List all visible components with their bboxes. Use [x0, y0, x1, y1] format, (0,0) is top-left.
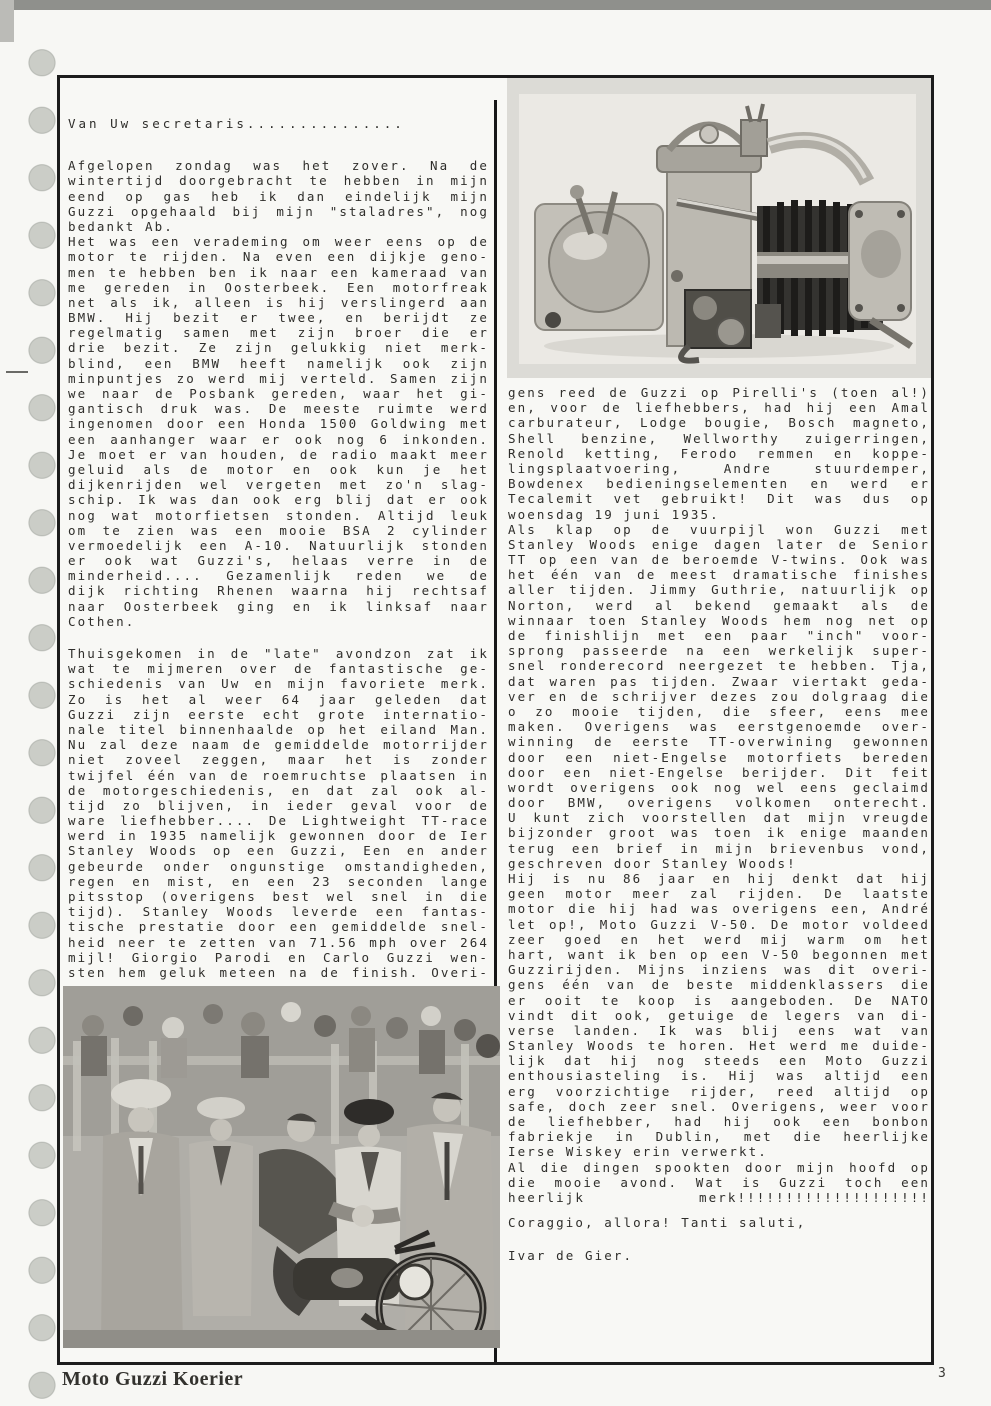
text-line: geen motor meer zal rijden. De laatste	[508, 886, 930, 902]
text-line: schip. Ik was dan ook erg blij dat er ook	[68, 492, 489, 508]
text-line: heid neer te zetten van 71.56 mph over 264	[68, 934, 489, 950]
text-line: lijk dat hij nog steeds een Moto Guzzi	[508, 1053, 930, 1069]
text-line: drie bezit. Ze zijn gelukkig niet merk-	[68, 340, 489, 356]
left-column	[68, 116, 489, 980]
text-line: nale titel binnenhaalde op het eiland Man.	[68, 721, 489, 737]
text-line: Tecalemit vet gebruikt! Dit was dus op	[508, 491, 930, 507]
text-line: Guzzi zijn eerste echt grote internatio-	[68, 706, 489, 722]
text-line: regen en mist, en een 23 seconden lange	[68, 873, 489, 889]
text-line: dijk richting Rhenen waarna hij rechtsaf	[68, 583, 489, 599]
text-line: men te hebben ben ik naar een kameraad van	[68, 264, 489, 280]
text-line: tijd). Stanley Woods leverde een fantas-	[68, 904, 489, 920]
text-line: wintertijd doorgebracht te hebben in mijn	[68, 173, 489, 189]
scan-edge-left	[0, 0, 14, 42]
text-line: Guzzi opgehaald bij mijn "staladres", nog	[68, 203, 489, 219]
text-line: ware liefhebber.... De Lightweight TT-race	[68, 813, 489, 829]
text-line: niet zoveel zeggen, maar het is zonder	[68, 752, 489, 768]
text-line: er ooit te koop is aangeboden. De NATO	[508, 992, 930, 1008]
text-line: naar Oosterbeek ging en ik linksaf naar	[68, 598, 489, 614]
text-line: minderheid.... Gezamenlijk reden we de	[68, 568, 489, 584]
text-line: terug een brief in mijn brievenbus vond,	[508, 840, 930, 856]
text-line: Als klap op de vuurpijl won Guzzi met	[508, 521, 930, 537]
text-line: om te zien was een mooie BSA 2 cylinder	[68, 522, 489, 538]
text-line: nog wat motorfietsen stonden. Altijd leuk	[68, 507, 489, 523]
text-line: verse landen. Ik was blij eens wat van	[508, 1022, 930, 1038]
text-line: snel ronderecord neergezet te hebben. Tja,	[508, 658, 930, 674]
text-line: een aanhanger waar er ook nog 6 inkonden.	[68, 431, 489, 447]
text-line: BMW. Hij bezit er twee, en berijdt ze	[68, 310, 489, 326]
text-line: het één van de meest dramatische finishes	[508, 567, 930, 583]
text-line: U kunt zich voorstellen dat mijn vreugde	[508, 810, 930, 826]
engine-photo-background	[507, 78, 931, 378]
text-line: tische prestatie door een gemiddelde snel-	[68, 919, 489, 935]
group-photo	[63, 986, 500, 1348]
text-line: werd in 1935 namelijk gewonnen door de Ier	[68, 828, 489, 844]
closing-line: Coraggio, allora! Tanti saluti,	[508, 1215, 807, 1231]
text-line: schiedenis van Uw en mijn favoriete merk.	[68, 676, 489, 692]
group-photo-illustration	[63, 986, 500, 1348]
text-line: Afgelopen zondag was het zover. Na de	[68, 158, 489, 174]
text-line: Hij is nu 86 jaar en hij denkt dat hij	[508, 871, 930, 886]
text-line: bedankt Ab.	[68, 218, 174, 234]
text-line: Het was een verademing om weer eens op de	[68, 234, 489, 250]
text-line: fabriekje in Dublin, met die heerlijke	[508, 1129, 930, 1145]
scan-edge-top	[0, 0, 991, 10]
text-line: Nu zal deze naam de gemiddelde motorrijder	[68, 737, 489, 753]
page-number: 3	[938, 1366, 946, 1381]
engine-photo-illustration	[519, 94, 916, 364]
text-line: gens één van de beste middenklassers die	[508, 977, 930, 993]
text-line: dijkenrijden wel vergeten met zo'n slag-	[68, 477, 489, 493]
text-line: wat te mijmeren over de fantastische ge-	[68, 661, 489, 677]
fold-mark	[6, 371, 28, 373]
text-line: heerlijk merk!!!!!!!!!!!!!!!!!!!!	[508, 1189, 930, 1205]
text-line: er ook wat Guzzi's, helaas verre in de	[68, 553, 489, 569]
text-line: twijfel één van de roemruchtse plaatsen in	[68, 767, 489, 783]
text-line: Je moet er van houden, de radio maakt meer	[68, 446, 489, 462]
text-line: Stanley Woods enige dagen later de Senior	[508, 536, 930, 552]
text-line: erg voorzichtige rijder, reed altijd op	[508, 1083, 930, 1099]
text-line: de liefhebber, had hij ook een bonbon	[508, 1114, 930, 1129]
text-line: door BMW, overigens volkomen onterecht.	[508, 795, 930, 811]
text-line: ver en de schrijver dezes zou dolgraag die	[508, 688, 930, 704]
text-line: Guzzirijden. Mijns inziens was dit overi-	[508, 962, 930, 978]
text-line: en, voor de liefhebbers, had hij een Amal	[508, 400, 930, 416]
text-line: die mooie avond. Wat is Guzzi toch een	[508, 1174, 930, 1190]
text-line: tijd zo blijven, in ieder geval voor de	[68, 797, 489, 813]
text-line: geschreven door Stanley Woods!	[508, 855, 797, 871]
text-line: de motorgeschiedenis, en dat zal ook al-	[68, 782, 489, 798]
text-line: regelmatig samen met zijn broer die er	[68, 325, 489, 341]
text-line: lingsplaatvoering, Andre stuurdemper,	[508, 460, 930, 476]
section-heading: Van Uw secretaris...............	[68, 116, 405, 131]
text-line: Bowdenex bedieningselementen en werd er	[508, 476, 930, 492]
text-line: Shell benzine, Wellworthy zuigerringen,	[508, 430, 930, 446]
engine-photo	[519, 94, 916, 364]
text-line: aller tijden. Jimmy Guthrie, natuurlijk op	[508, 582, 930, 598]
paragraph	[68, 646, 489, 980]
text-line: de finishlijn met een paar "inch" voor-	[508, 628, 930, 643]
text-line: vermoedelijk een A-10. Natuurlijk stonden	[68, 537, 489, 553]
text-line: wordt overigens ook nog wel eens geclaimd	[508, 779, 930, 795]
text-line: vindt dit ook, getuige de legers van di-	[508, 1007, 930, 1023]
text-line: Thuisgekomen in de "late" avondzon zat ik	[68, 646, 489, 662]
paragraph	[68, 158, 489, 234]
text-line: eend op gas heb ik dan eindelijk mijn	[68, 188, 489, 204]
text-line: Stanley Woods te horen. Het werd me duide-	[508, 1038, 930, 1054]
text-line: motor te rijden. Na even een dijkje geno-	[68, 249, 489, 265]
right-column	[508, 385, 930, 1264]
text-line: Renold ketting, Ferodo remmen en koppe-	[508, 445, 930, 461]
text-line: ingenomen door een Honda 1500 Goldwing met	[68, 416, 489, 432]
text-line: mijl! Giorgio Parodi en Carlo Guzzi wen-	[68, 949, 489, 965]
text-line: enthousiasteling is. Hij was altijd een	[508, 1068, 930, 1084]
text-line: blind, een BMW heeft namelijk ook zijn	[68, 355, 489, 371]
brand-logo: Moto Guzzi Koerier	[62, 1368, 244, 1390]
text-line: gebeurde onder ongunstige omstandigheden,	[68, 858, 489, 874]
text-line: carburateur, Lodge bougie, Bosch magneto,	[508, 415, 930, 431]
text-line: TT op een van de beroemde V-twins. Ook was	[508, 552, 930, 568]
text-line: Ierse Wiskey erin verwerkt.	[508, 1144, 768, 1160]
text-line: winning de eerste TT-overwining gewonnen	[508, 734, 930, 750]
text-line: Norton, werd al bekend gemaakt als de	[508, 597, 930, 613]
text-line: Cothen.	[68, 613, 136, 629]
text-line: dat waren pas tijden. Zwaar viertakt geda-	[508, 673, 930, 689]
text-line: door een niet-Engelse motorfiets bereden	[508, 749, 930, 765]
text-line: Stanley Woods op een Guzzi, Een en ander	[68, 843, 489, 859]
text-line: let op!, Moto Guzzi V-50. De motor voldeed	[508, 916, 930, 932]
text-line: winnaar toen Stanley Woods hem nog net op	[508, 612, 930, 628]
text-line: net als ik, alleen is hij verslingerd aan	[68, 294, 489, 310]
text-line: hart, want ik ben op een V-50 begonnen met	[508, 946, 930, 962]
signature-line: Ivar de Gier.	[508, 1248, 634, 1264]
text-line: sten hem geluk meteen na de finish. Overi-	[68, 964, 489, 980]
text-line: me gereden in Oosterbeek. Een motorfreak	[68, 279, 489, 295]
binder-holes	[24, 34, 60, 1406]
text-line: woensdag 19 juni 1935.	[508, 506, 720, 522]
text-line: pitsstop (overigens best wel snel in die	[68, 889, 489, 905]
paragraph	[508, 385, 930, 1205]
content-frame	[57, 75, 934, 1365]
text-line: safe, doch zeer snel. Overigens, weer voor	[508, 1098, 930, 1114]
text-line: Al die dingen spookten door mijn hoofd op	[508, 1159, 930, 1175]
text-line: motor die hij had was overigens een, André	[508, 901, 930, 917]
text-line: maken. Overigens was eerstgenoemde over-	[508, 719, 930, 735]
text-line: minpuntjes zo werd mij verteld. Samen zijn	[68, 370, 489, 386]
text-line: geluid als de motor en ook kun je het	[68, 461, 489, 477]
text-line: we naar de Posbank gereden, waar het gi-	[68, 386, 489, 402]
text-line: gantisch druk was. De meeste ruimte werd	[68, 401, 489, 417]
text-line: zeer goed en het werd mij warm om het	[508, 931, 930, 947]
paragraph	[68, 234, 489, 629]
text-line: bijzonder groot was toen ik enige maanden	[508, 825, 930, 841]
text-line: gens reed de Guzzi op Pirelli's (toen al!)	[508, 385, 930, 400]
text-line: o zo mooie tijden, die sfeer, eens mee	[508, 703, 930, 719]
text-line: door een niet-Engelse berijder. Dit feit	[508, 764, 930, 780]
text-line: Zo is het al weer 64 jaar geleden dat	[68, 691, 489, 707]
text-line: sprong passeerde na een werkelijk super-	[508, 643, 930, 659]
